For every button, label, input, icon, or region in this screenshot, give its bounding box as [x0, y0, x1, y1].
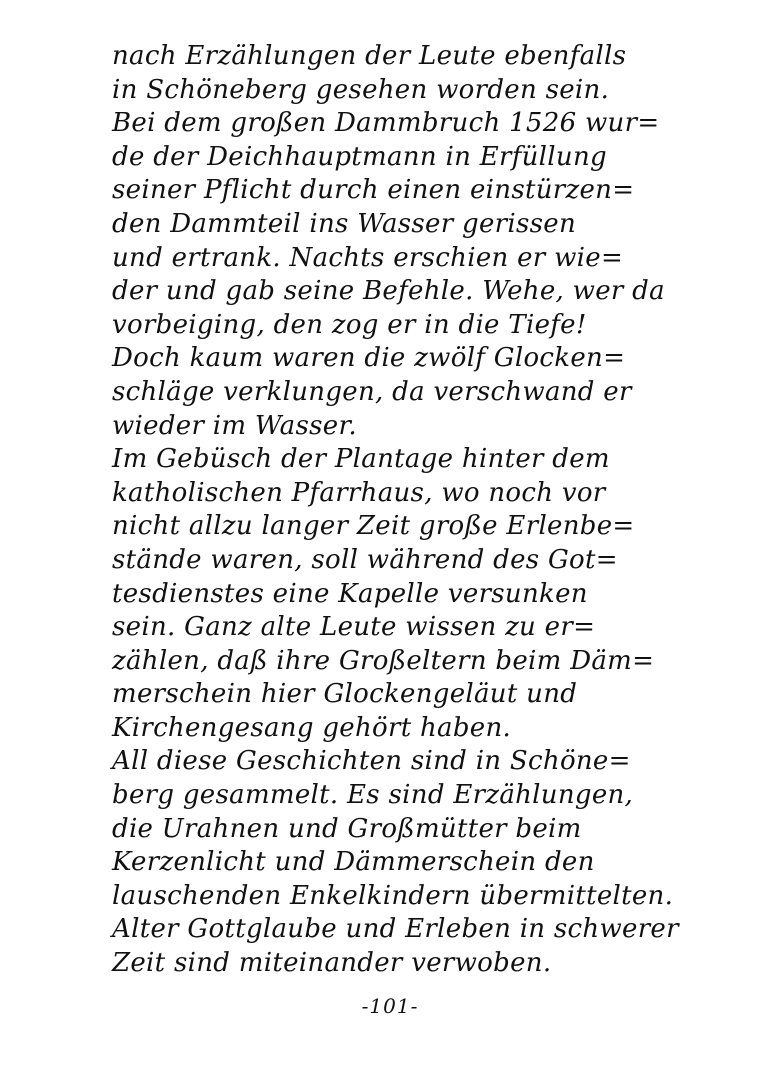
- text-line: Zeit sind miteinander verwoben.: [112, 948, 552, 979]
- text-line: vorbeiging, den zog er in die Tiefe!: [112, 309, 587, 340]
- text-line: stände waren, soll während des Got=: [112, 544, 618, 575]
- text-line: katholischen Pfarrhaus, wo noch vor: [112, 477, 606, 508]
- text-line: de der Deichhauptmann in Erfüllung: [112, 141, 607, 172]
- page-number: -101-: [361, 994, 419, 1018]
- text-line: zählen, daß ihre Großeltern beim Däm=: [112, 645, 655, 676]
- text-line: sein. Ganz alte Leute wissen zu er=: [112, 612, 596, 643]
- text-line: in Schöneberg gesehen worden sein.: [112, 74, 610, 105]
- text-line: Kerzenlicht und Dämmerschein den: [112, 847, 595, 878]
- text-line: merschein hier Glockengeläut und: [112, 679, 578, 710]
- text-line: seiner Pflicht durch einen einstürzen=: [112, 175, 635, 206]
- text-line: Bei dem großen Dammbruch 1526 wur=: [112, 108, 660, 139]
- text-line: Im Gebüsch der Plantage hinter dem: [112, 444, 610, 475]
- text-line: nach Erzählungen der Leute ebenfalls: [112, 41, 627, 71]
- text-line: den Dammteil ins Wasser gerissen: [112, 208, 577, 239]
- text-line: Alter Gottglaube und Erleben in schwerer: [112, 914, 679, 945]
- text-line: Kirchengesang gehört haben.: [112, 712, 512, 743]
- text-line: lauschenden Enkelkindern übermittelten.: [112, 880, 674, 911]
- text-line: die Urahnen und Großmütter beim: [112, 813, 582, 844]
- text-line: wieder im Wasser.: [112, 410, 357, 441]
- text-line: nicht allzu langer Zeit große Erlenbe=: [112, 511, 635, 542]
- text-line: Doch kaum waren die zwölf Glocken=: [112, 343, 626, 374]
- text-line: tesdienstes eine Kapelle versunken: [112, 578, 588, 609]
- handwritten-text-block: [112, 40, 762, 981]
- text-line: schläge verklungen, da verschwand er: [112, 376, 632, 407]
- text-line: All diese Geschichten sind in Schöne=: [112, 746, 631, 777]
- text-line: berg gesammelt. Es sind Erzählungen,: [112, 780, 634, 811]
- text-line: und ertrank. Nachts erschien er wie=: [112, 242, 624, 273]
- text-line: der und gab seine Befehle. Wehe, wer da: [112, 276, 665, 307]
